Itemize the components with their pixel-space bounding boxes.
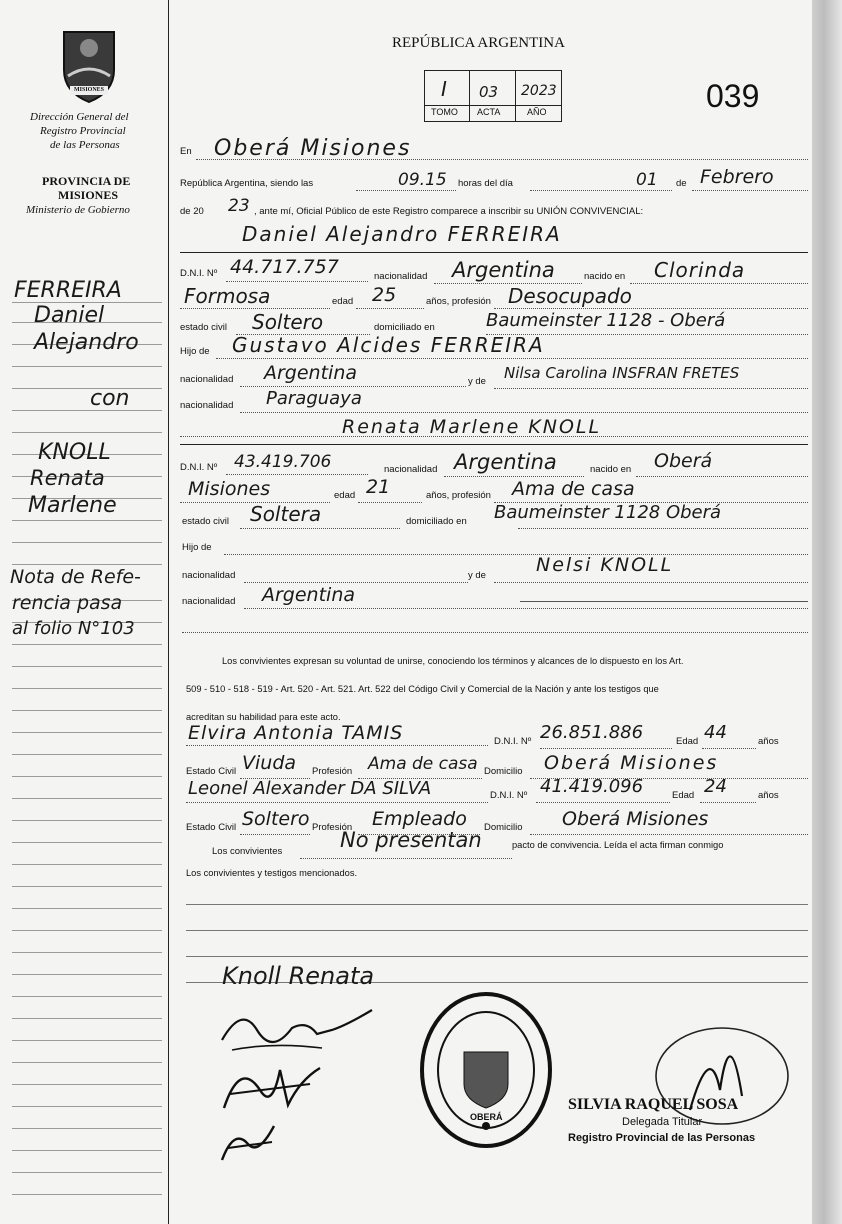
witness2-civil: Soltero [242,808,310,830]
partner2-civil-label: estado civil [182,516,229,527]
month-value: Febrero [700,166,774,188]
witness1-name: Elvira Antonia TAMIS [188,722,404,744]
partner2-father-nac-label: nacionalidad [182,570,236,581]
witness1-dni: 26.851.886 [540,722,644,743]
partner2-name: Renata Marlene KNOLL [342,416,602,438]
ministry-name: Ministerio de Gobierno [26,204,130,216]
partner2-age-label: edad [334,490,356,501]
partner2-dni: 43.419.706 [234,452,332,472]
day-value: 01 [636,170,658,190]
witness2-name: Leonel Alexander DA SILVA [188,778,432,799]
witness2-years-label: años [758,790,779,801]
witness2-profession: Empleado [372,808,467,830]
margin-note-given-1: Daniel [34,303,105,328]
time-value: 09.15 [398,170,447,190]
date-line-label-2: horas del día [458,178,513,189]
declaration-line-1: Los convivientes expresan su voluntad de unirse, conociendo los términos y alcances de lo dispuesto en los Art. [222,656,684,666]
pact-text: pacto de convivencia. Leída el acta firman conmigo [512,840,724,850]
partner1-mother: Nilsa Carolina INSFRAN FRETES [504,364,740,382]
margin-note-given-2: Renata [30,466,105,490]
witness1-age-label: Edad [676,736,699,747]
witness2-prof-label: Profesión [312,822,353,833]
appearance-text: , ante mí, Oficial Público de este Registro comparece a inscribir su UNIÓN CONVIVENCIAL: [254,206,644,217]
declaration-line-3: acreditan su habilidad para este acto. [186,712,341,722]
place-value: Oberá Misiones [214,136,412,161]
partner2-birthplace-province: Misiones [188,478,271,500]
official-name: SILVIA RAQUEL SOSA [568,1096,739,1113]
partner1-born-label: nacido en [584,271,626,282]
witness1-profession: Ama de casa [368,754,478,774]
partner1-dni: 44.717.757 [230,256,339,278]
signature-witness-2 [214,1120,284,1164]
left-margin [0,0,169,1224]
official-title: Delegada Titular [622,1116,703,1128]
partner2-born-label: nacido en [590,464,632,475]
tomo-value: I [441,77,447,101]
acta-value: 03 [479,83,499,101]
witness1-civil-label: Estado Civil [186,766,237,777]
page-edge [812,0,842,1224]
date-line-label-3: de [676,178,687,189]
pact-value: No presentan [340,828,482,852]
partner2-civil-status: Soltera [250,502,322,526]
partner2-birthplace: Oberá [654,450,713,472]
partner2-dom-label: domiciliado en [406,516,467,527]
witness1-civil: Viuda [242,752,297,774]
witness2-address: Oberá Misiones [562,808,709,830]
partner1-yde-label: y de [468,376,486,387]
partner1-civil-label: estado civil [180,322,227,333]
anio-label: AÑO [527,107,547,117]
witness1-address: Oberá Misiones [544,752,719,774]
year-prefix-label: de 20 [180,206,204,217]
convivientes-label: Los convivientes [212,846,283,857]
misiones-coat-of-arms [56,26,122,106]
margin-note-given-1b: Alejandro [34,330,139,355]
date-line-label-1: República Argentina, siendo las [180,178,314,189]
witness2-dni-label: D.N.I. Nº [490,790,528,801]
office-name-line1: Dirección General del [30,111,129,123]
margin-note-con: con [90,386,130,411]
partner2-mother-nac-label: nacionalidad [182,596,236,607]
signature-witness-1 [210,1050,330,1120]
partner2-yde-label: y de [468,570,486,581]
office-name-line2: Registro Provincial [40,125,126,137]
partner1-dom-label: domiciliado en [374,322,435,333]
signature-knoll-renata: Knoll Renata [222,962,375,990]
partner2-mother-nationality: Argentina [262,584,356,606]
partner2-age: 21 [366,476,391,498]
margin-note-reference-3: al folio N°103 [12,618,135,639]
partner1-nationality: Argentina [452,258,555,282]
partner1-civil-status: Soltero [252,310,324,334]
partner2-hijo-label: Hijo de [182,542,212,553]
partner2-nac-label: nacionalidad [384,464,438,475]
partner1-profession: Desocupado [508,284,632,308]
closing-text: Los convivientes y testigos mencionados. [186,868,358,878]
partner1-age: 25 [372,284,397,306]
margin-note-surname-1: FERREIRA [14,278,122,303]
partner2-address: Baumeinster 1128 Oberá [494,502,722,523]
witness1-prof-label: Profesión [312,766,353,777]
witness1-dom-label: Domicilio [484,766,523,777]
seal-city-text: OBERÁ [470,1112,503,1122]
witness2-age: 24 [704,776,727,797]
coat-of-arms-text: MISIONES [74,87,105,93]
registry-seal [418,990,554,1150]
country-heading: REPÚBLICA ARGENTINA [392,35,565,51]
partner1-address: Baumeinster 1128 - Oberá [486,310,726,331]
witness1-years-label: años [758,736,779,747]
acta-label: ACTA [477,107,501,117]
partner1-hijo-label: Hijo de [180,346,210,357]
tomo-acta-anio-box [424,70,562,122]
partner1-father-nationality: Argentina [264,362,358,384]
partner1-mother-nac-label: nacionalidad [180,400,234,411]
margin-note-surname-2: KNOLL [38,440,111,465]
en-label: En [180,146,192,157]
partner1-father: Gustavo Alcides FERREIRA [232,333,545,357]
partner1-nac-label: nacionalidad [374,271,428,282]
witness2-age-label: Edad [672,790,695,801]
anio-value: 2023 [521,83,557,99]
witness1-dni-label: D.N.I. Nº [494,736,532,747]
partner1-name: Daniel Alejandro FERREIRA [242,222,562,246]
witness2-civil-label: Estado Civil [186,822,237,833]
declaration-line-2: 509 - 510 - 518 - 519 - Art. 520 - Art. 521. Art. 522 del Código Civil y Comercial de la Nación y ante los testigos que [186,684,659,694]
partner1-age-label: edad [332,296,354,307]
partner1-birthplace: Clorinda [654,258,746,282]
partner1-birthplace-province: Formosa [184,284,271,308]
partner1-prof-label: años, profesión [426,296,491,307]
partner1-mother-nationality: Paraguaya [266,388,362,409]
margin-note-reference-2: rencia pasa [12,592,123,614]
province-line2: MISIONES [58,188,119,202]
partner2-dni-label: D.N.I. Nº [180,462,218,473]
partner1-dni-label: D.N.I. Nº [180,268,218,279]
witness1-age: 44 [704,722,727,743]
partner2-nationality: Argentina [454,450,557,474]
province-line1: PROVINCIA DE [42,174,131,188]
partner2-mother: Nelsi KNOLL [536,554,674,576]
tomo-label: TOMO [431,107,458,117]
year-value: 23 [228,196,250,216]
partner2-profession: Ama de casa [512,478,635,500]
partner1-father-nac-label: nacionalidad [180,374,234,385]
witness2-dom-label: Domicilio [484,822,523,833]
partner2-prof-label: años, profesión [426,490,491,501]
margin-note-reference-1: Nota de Refe- [10,566,141,588]
official-office: Registro Provincial de las Personas [568,1132,756,1144]
witness2-dni: 41.419.096 [540,776,644,797]
margin-note-given-2b: Marlene [28,493,117,518]
office-name-line3: de las Personas [50,139,120,151]
act-number: 039 [706,78,760,114]
